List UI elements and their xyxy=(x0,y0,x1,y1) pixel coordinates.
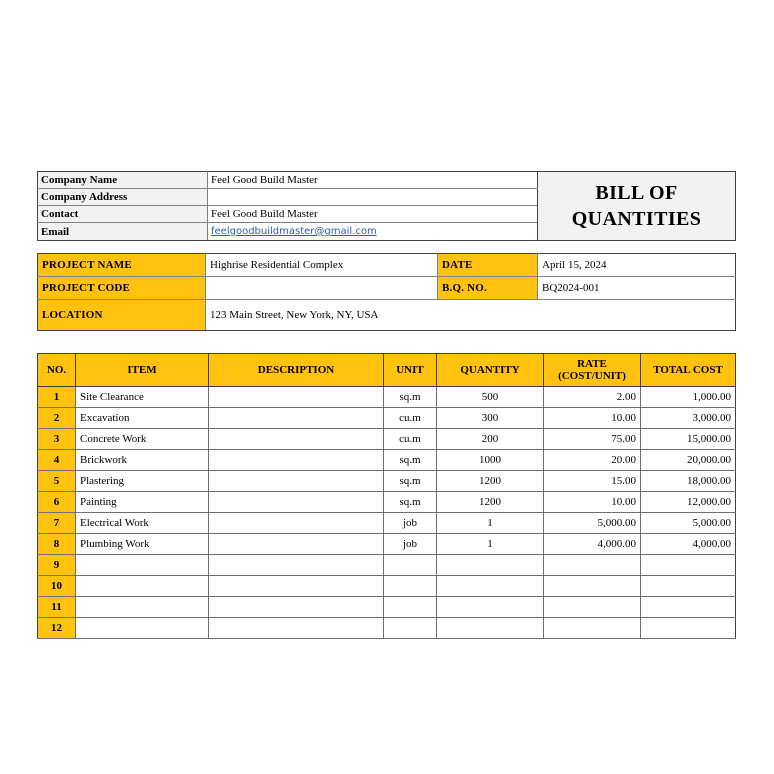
cell-rate[interactable] xyxy=(544,597,641,618)
cell-no: 12 xyxy=(38,618,76,639)
column-header-rate xyxy=(544,354,641,387)
cell-total-cost[interactable]: 15,000.00 xyxy=(641,429,736,450)
cell-description[interactable] xyxy=(209,597,384,618)
company-address-value[interactable] xyxy=(208,189,538,206)
cell-total-cost[interactable]: 1,000.00 xyxy=(641,387,736,408)
table-row xyxy=(38,300,736,331)
table-row xyxy=(38,172,736,189)
date-value[interactable]: April 15, 2024 xyxy=(538,254,736,277)
table-row xyxy=(38,450,736,471)
cell-unit[interactable] xyxy=(384,597,437,618)
table-row xyxy=(38,429,736,450)
cell-total-cost[interactable] xyxy=(641,576,736,597)
cell-no: 5 xyxy=(38,471,76,492)
column-header-rate-line1: RATE xyxy=(577,358,607,370)
table-row xyxy=(38,618,736,639)
table-row xyxy=(38,555,736,576)
cell-rate[interactable] xyxy=(544,618,641,639)
cell-total-cost[interactable]: 18,000.00 xyxy=(641,471,736,492)
cell-item[interactable]: Site Clearance xyxy=(76,387,209,408)
cell-description[interactable] xyxy=(209,618,384,639)
column-header-description: DESCRIPTION xyxy=(209,354,384,387)
cell-item[interactable]: Painting xyxy=(76,492,209,513)
cell-unit[interactable]: sq.m xyxy=(384,450,437,471)
cell-item[interactable]: Electrical Work xyxy=(76,513,209,534)
cell-rate[interactable]: 10.00 xyxy=(544,492,641,513)
cell-unit[interactable] xyxy=(384,618,437,639)
document-title-line2: QUANTITIES xyxy=(571,208,702,230)
cell-unit[interactable]: job xyxy=(384,513,437,534)
cell-item[interactable]: Concrete Work xyxy=(76,429,209,450)
bq-no-label: B.Q. NO. xyxy=(438,277,538,300)
cell-description[interactable] xyxy=(209,429,384,450)
cell-item[interactable] xyxy=(76,555,209,576)
table-row xyxy=(38,597,736,618)
cell-rate[interactable]: 20.00 xyxy=(544,450,641,471)
project-name-value[interactable]: Highrise Residential Complex xyxy=(206,254,438,277)
cell-quantity[interactable] xyxy=(437,597,544,618)
company-address-label: Company Address xyxy=(38,189,208,206)
email-link[interactable]: feelgoodbuildmaster@gmail.com xyxy=(211,226,377,237)
cell-quantity[interactable]: 500 xyxy=(437,387,544,408)
cell-description[interactable] xyxy=(209,471,384,492)
company-name-value[interactable]: Feel Good Build Master xyxy=(208,172,538,189)
table-row xyxy=(38,254,736,277)
table-row xyxy=(38,576,736,597)
cell-quantity[interactable]: 1200 xyxy=(437,471,544,492)
cell-no: 9 xyxy=(38,555,76,576)
cell-no: 4 xyxy=(38,450,76,471)
cell-rate[interactable]: 4,000.00 xyxy=(544,534,641,555)
cell-total-cost[interactable]: 3,000.00 xyxy=(641,408,736,429)
email-value-cell[interactable] xyxy=(208,223,538,241)
cell-description[interactable] xyxy=(209,534,384,555)
project-info-table xyxy=(37,253,736,331)
cell-no: 2 xyxy=(38,408,76,429)
document-title-line1: BILL OF xyxy=(595,182,678,204)
table-row xyxy=(38,534,736,555)
cell-quantity[interactable]: 1 xyxy=(437,534,544,555)
contact-value[interactable]: Feel Good Build Master xyxy=(208,206,538,223)
cell-total-cost[interactable]: 20,000.00 xyxy=(641,450,736,471)
cell-item[interactable]: Excavation xyxy=(76,408,209,429)
cell-rate[interactable] xyxy=(544,555,641,576)
contact-label: Contact xyxy=(38,206,208,223)
cell-rate[interactable]: 10.00 xyxy=(544,408,641,429)
project-name-label: PROJECT NAME xyxy=(38,254,206,277)
cell-item[interactable] xyxy=(76,618,209,639)
boq-table-body xyxy=(38,387,736,639)
cell-item[interactable]: Plumbing Work xyxy=(76,534,209,555)
cell-no: 7 xyxy=(38,513,76,534)
cell-unit[interactable]: cu.m xyxy=(384,429,437,450)
cell-item[interactable]: Plastering xyxy=(76,471,209,492)
cell-unit[interactable]: sq.m xyxy=(384,471,437,492)
cell-quantity[interactable]: 1000 xyxy=(437,450,544,471)
cell-no: 8 xyxy=(38,534,76,555)
table-header-row xyxy=(38,354,736,387)
cell-description[interactable] xyxy=(209,513,384,534)
bq-no-value[interactable]: BQ2024-001 xyxy=(538,277,736,300)
cell-no: 6 xyxy=(38,492,76,513)
cell-rate[interactable]: 2.00 xyxy=(544,387,641,408)
cell-description[interactable] xyxy=(209,492,384,513)
date-label: DATE xyxy=(438,254,538,277)
cell-unit[interactable] xyxy=(384,576,437,597)
cell-quantity[interactable]: 1200 xyxy=(437,492,544,513)
email-label: Email xyxy=(38,223,208,241)
column-header-unit: UNIT xyxy=(384,354,437,387)
cell-total-cost[interactable] xyxy=(641,618,736,639)
location-label: LOCATION xyxy=(38,300,206,331)
column-header-total-cost: TOTAL COST xyxy=(641,354,736,387)
cell-item[interactable] xyxy=(76,576,209,597)
table-row xyxy=(38,513,736,534)
boq-items-table xyxy=(37,353,736,639)
cell-unit[interactable]: job xyxy=(384,534,437,555)
cell-unit[interactable]: sq.m xyxy=(384,387,437,408)
cell-description[interactable] xyxy=(209,555,384,576)
cell-quantity[interactable]: 300 xyxy=(437,408,544,429)
table-row xyxy=(38,408,736,429)
cell-total-cost[interactable]: 4,000.00 xyxy=(641,534,736,555)
table-row xyxy=(38,387,736,408)
location-value[interactable]: 123 Main Street, New York, NY, USA xyxy=(206,300,736,331)
cell-description[interactable] xyxy=(209,450,384,471)
cell-unit[interactable] xyxy=(384,555,437,576)
cell-item[interactable]: Brickwork xyxy=(76,450,209,471)
table-row xyxy=(38,471,736,492)
cell-rate[interactable] xyxy=(544,576,641,597)
column-header-quantity: QUANTITY xyxy=(437,354,544,387)
cell-description[interactable] xyxy=(209,387,384,408)
cell-item[interactable] xyxy=(76,597,209,618)
cell-rate[interactable]: 75.00 xyxy=(544,429,641,450)
cell-total-cost[interactable] xyxy=(641,597,736,618)
column-header-no: NO. xyxy=(38,354,76,387)
cell-quantity[interactable] xyxy=(437,576,544,597)
project-code-value[interactable] xyxy=(206,277,438,300)
cell-description[interactable] xyxy=(209,576,384,597)
column-header-rate-line2: (COST/UNIT) xyxy=(558,370,626,382)
cell-quantity[interactable]: 1 xyxy=(437,513,544,534)
document-title xyxy=(538,172,736,241)
cell-no: 11 xyxy=(38,597,76,618)
cell-no: 3 xyxy=(38,429,76,450)
company-info-table xyxy=(37,171,736,241)
table-row xyxy=(38,492,736,513)
cell-rate[interactable]: 5,000.00 xyxy=(544,513,641,534)
cell-unit[interactable]: sq.m xyxy=(384,492,437,513)
project-code-label: PROJECT CODE xyxy=(38,277,206,300)
company-name-label: Company Name xyxy=(38,172,208,189)
cell-description[interactable] xyxy=(209,408,384,429)
cell-rate[interactable]: 15.00 xyxy=(544,471,641,492)
cell-total-cost[interactable]: 12,000.00 xyxy=(641,492,736,513)
cell-total-cost[interactable] xyxy=(641,555,736,576)
column-header-item: ITEM xyxy=(76,354,209,387)
cell-quantity[interactable] xyxy=(437,555,544,576)
table-row xyxy=(38,277,736,300)
cell-quantity[interactable]: 200 xyxy=(437,429,544,450)
cell-no: 10 xyxy=(38,576,76,597)
cell-total-cost[interactable]: 5,000.00 xyxy=(641,513,736,534)
cell-quantity[interactable] xyxy=(437,618,544,639)
cell-unit[interactable]: cu.m xyxy=(384,408,437,429)
cell-no: 1 xyxy=(38,387,76,408)
